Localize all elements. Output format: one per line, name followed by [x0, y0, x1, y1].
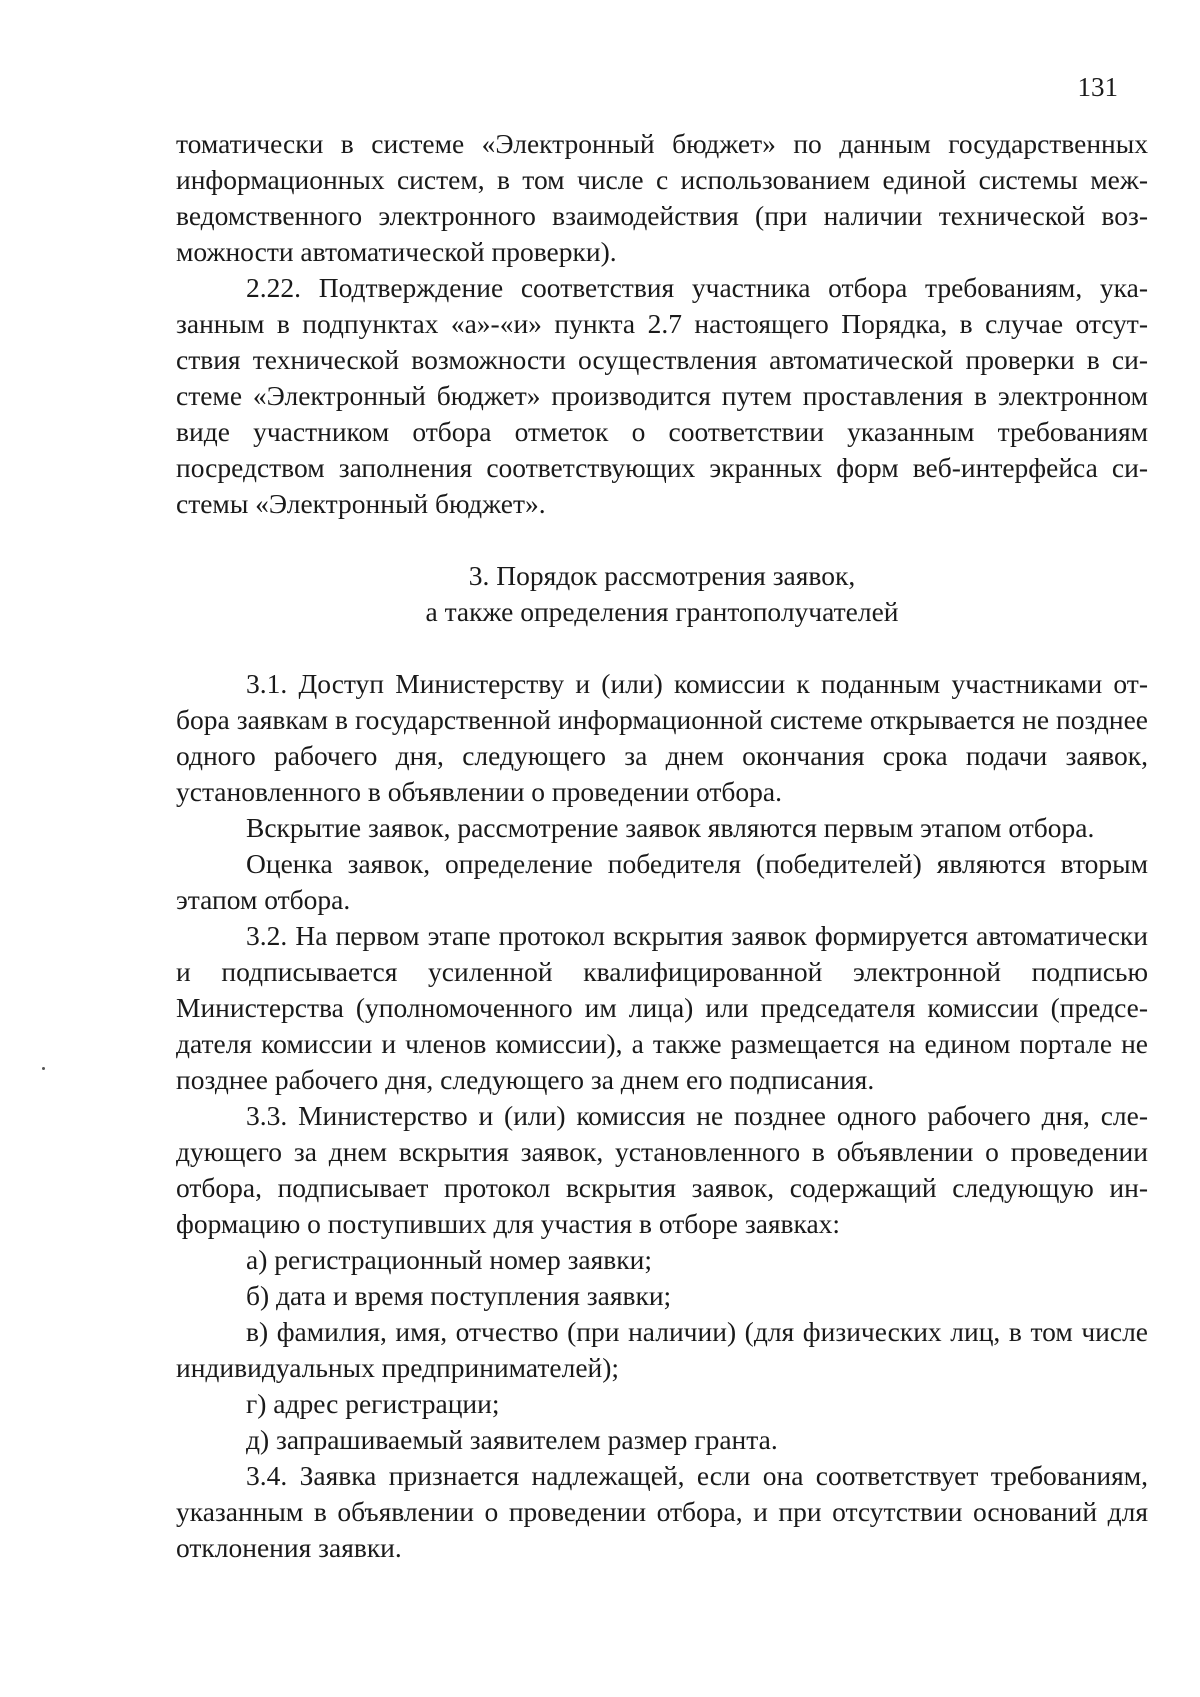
list-item-g: г) адрес регистрации;: [246, 1388, 500, 1419]
paragraph-3-2: 3.2. На первом этапе протокол вскрытия заявок формируется автоматически и подписывается усиленной квалифицированной электронной подписью Министерства (уполномоченного им лица) или председателя комиссии (председателя комиссии и членов комиссии), а также размещается на едином портале не позднее рабочего дня, следующего за днем его подписания.: [176, 920, 1148, 1095]
paragraph-3-4: 3.4. Заявка признается надлежащей, если она соответствует требованиям, указанным в объявлении о проведении отбора, и при отсутствии оснований для отклонения заявки.: [176, 1460, 1148, 1563]
paragraph-3-1: 3.1. Доступ Министерству и (или) комиссии к поданным участниками отбора заявкам в государственной информационной системе открывается не позднее одного рабочего дня, следующего за днем окончания срока подачи заявок, установленного в объявлении о проведении отбора.: [176, 668, 1148, 807]
section-heading: [176, 558, 1148, 630]
section-heading-line-1: 3. Порядок рассмотрения заявок,: [468, 560, 856, 591]
paragraph-continuation: томатически в системе «Электронный бюджет» по данным государственных информационных систем, в том числе с использованием единой системы межведомственного электронного взаимодействия (при наличии технической возможности автоматической проверки).: [176, 128, 1148, 267]
list-item-d: д) запрашиваемый заявителем размер гранта.: [246, 1424, 778, 1455]
list-item-v: в) фамилия, имя, отчество (при наличии) (для физических лиц, в том числе индивидуальных предпринимателей);: [176, 1316, 1148, 1383]
section-heading-line-2: а также определения грантополучателей: [425, 596, 899, 627]
document-body: [176, 126, 1148, 1566]
page-number: 131: [1077, 72, 1118, 102]
paragraph-stage-2: Оценка заявок, определение победителя (победителей) являются вторым этапом отбора.: [176, 848, 1148, 915]
list-item-b: б) дата и время поступления заявки;: [246, 1280, 672, 1311]
paragraph-3-3: 3.3. Министерство и (или) комиссия не позднее одного рабочего дня, следующего за днем вскрытия заявок, установленного в объявлении о проведении отбора, подписывает протокол вскрытия заявок, содержащий следующую информацию о поступивших для участия в отборе заявках:: [176, 1100, 1148, 1239]
scan-speck: [42, 1067, 45, 1070]
paragraph-stage-1: Вскрытие заявок, рассмотрение заявок являются первым этапом отбора.: [246, 812, 1095, 843]
paragraph-2-22: 2.22. Подтверждение соответствия участника отбора требованиям, указанным в подпунктах «а»-«и» пункта 2.7 настоящего Порядка, в случае отсутствия технической возможности осуществления автоматической проверки в системе «Электронный бюджет» производится путем проставления в электронном виде участником отбора отметок о соответствии указанным требованиям посредством заполнения соответствующих экранных форм веб-интерфейса системы «Электронный бюджет».: [176, 272, 1148, 519]
list-item-a: а) регистрационный номер заявки;: [246, 1244, 652, 1275]
